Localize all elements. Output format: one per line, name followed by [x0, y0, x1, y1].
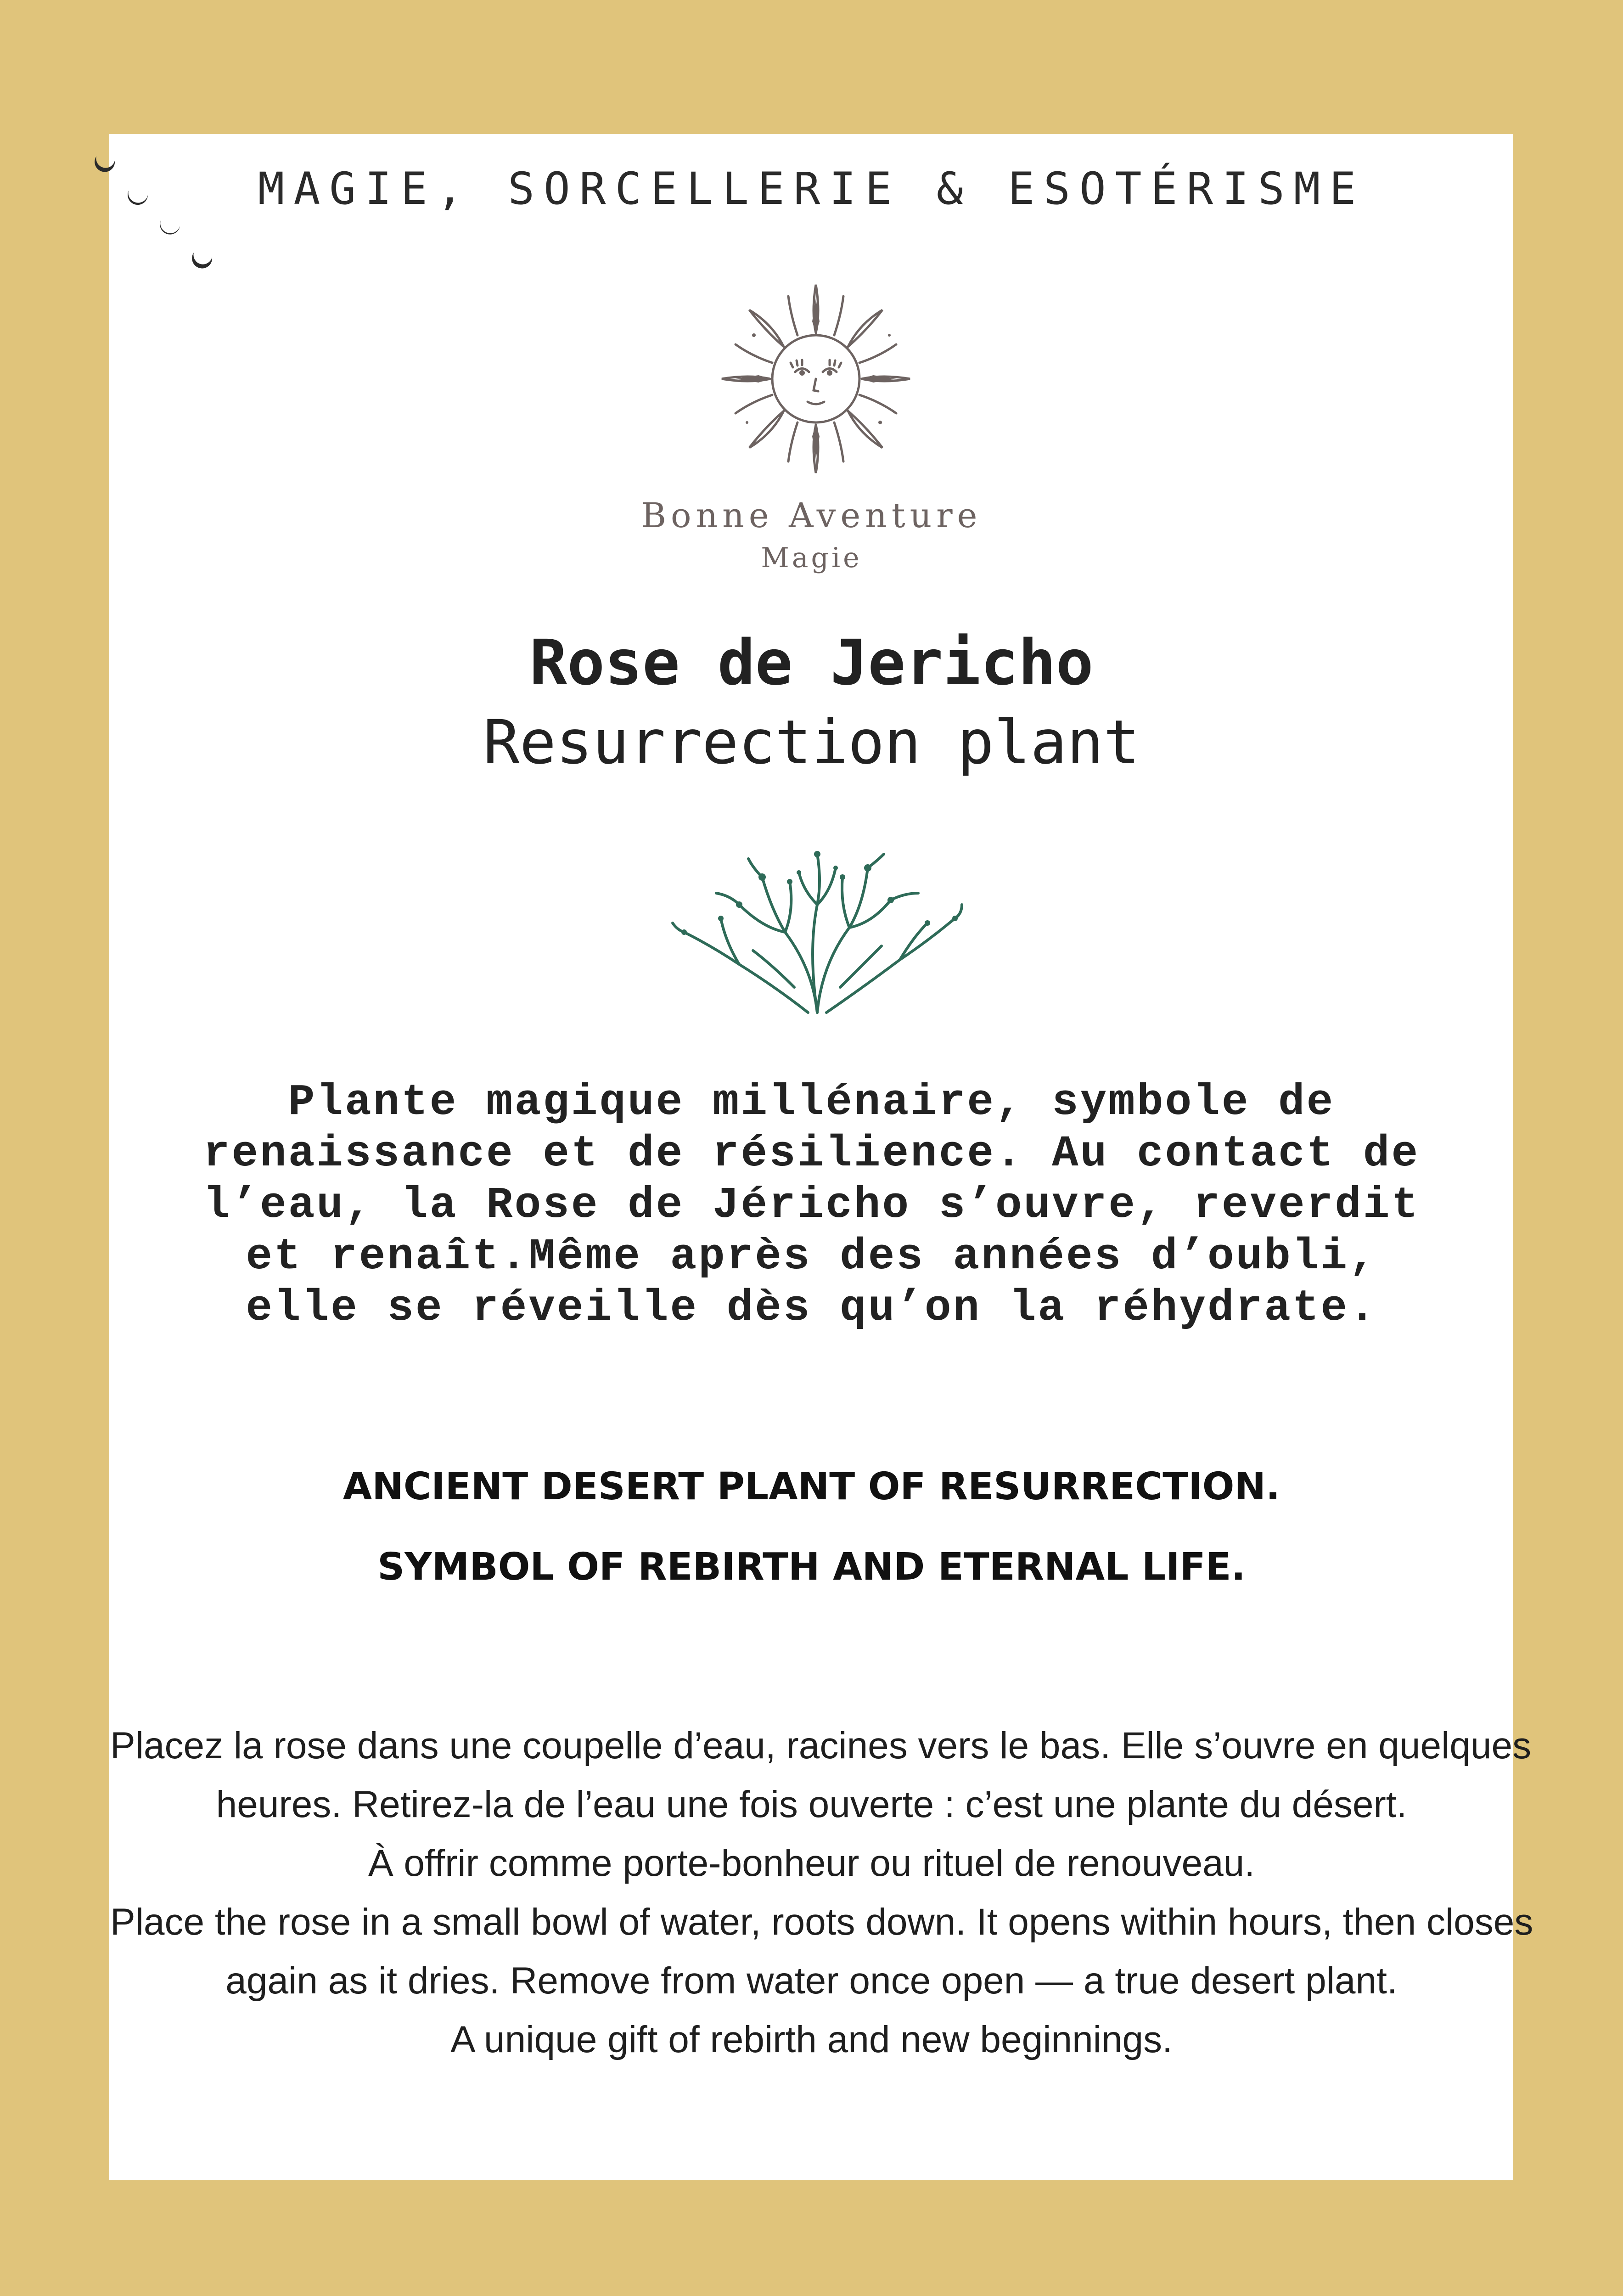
french-description-line: Plante magique millénaire, symbole de [288, 1077, 1335, 1127]
brand-subtitle: Magie [761, 542, 862, 574]
instruction-line: A unique gift of rebirth and new beginnings. [450, 2019, 1173, 2060]
french-description-line: renaissance et de résilience. Au contact de [203, 1129, 1420, 1179]
instruction-line: Placez la rose dans une coupelle d’eau, racines vers le bas. Elle s’ouvre en quelques [110, 1725, 1532, 1767]
resurrection-plant-icon [670, 850, 964, 1015]
product-subtitle: Resurrection plant [483, 707, 1140, 778]
french-description-line: et renaît.Même après des années d’oubli, [246, 1232, 1377, 1282]
french-description-line: l’eau, la Rose de Jéricho s’ouvre, reverdit [203, 1180, 1420, 1230]
instruction-line: heures. Retirez-la de l’eau une fois ouverte : c’est une plante du désert. [216, 1784, 1407, 1825]
usage-instructions [110, 1716, 1533, 2069]
instruction-line: again as it dries. Remove from water once open — a true desert plant. [225, 1960, 1398, 2002]
french-description [138, 1077, 1485, 1334]
category-header: MAGIE, SORCELLERIE & ESOTÉRISME [258, 163, 1365, 214]
english-tagline-line-2: SYMBOL OF REBIRTH AND ETERNAL LIFE. [377, 1545, 1246, 1589]
french-description-line: elle se réveille dès qu’on la réhydrate. [246, 1283, 1377, 1333]
sun-face-icon [710, 271, 921, 487]
product-title: Rose de Jericho [529, 627, 1094, 699]
instruction-line: Place the rose in a small bowl of water, roots down. It opens within hours, then closes [110, 1901, 1533, 1943]
brand-name: Bonne Aventure [641, 496, 982, 535]
instruction-line: À offrir comme porte-bonheur ou rituel de renouveau. [368, 1842, 1255, 1884]
english-tagline-line-1: ANCIENT DESERT PLANT OF RESURRECTION. [343, 1465, 1280, 1508]
